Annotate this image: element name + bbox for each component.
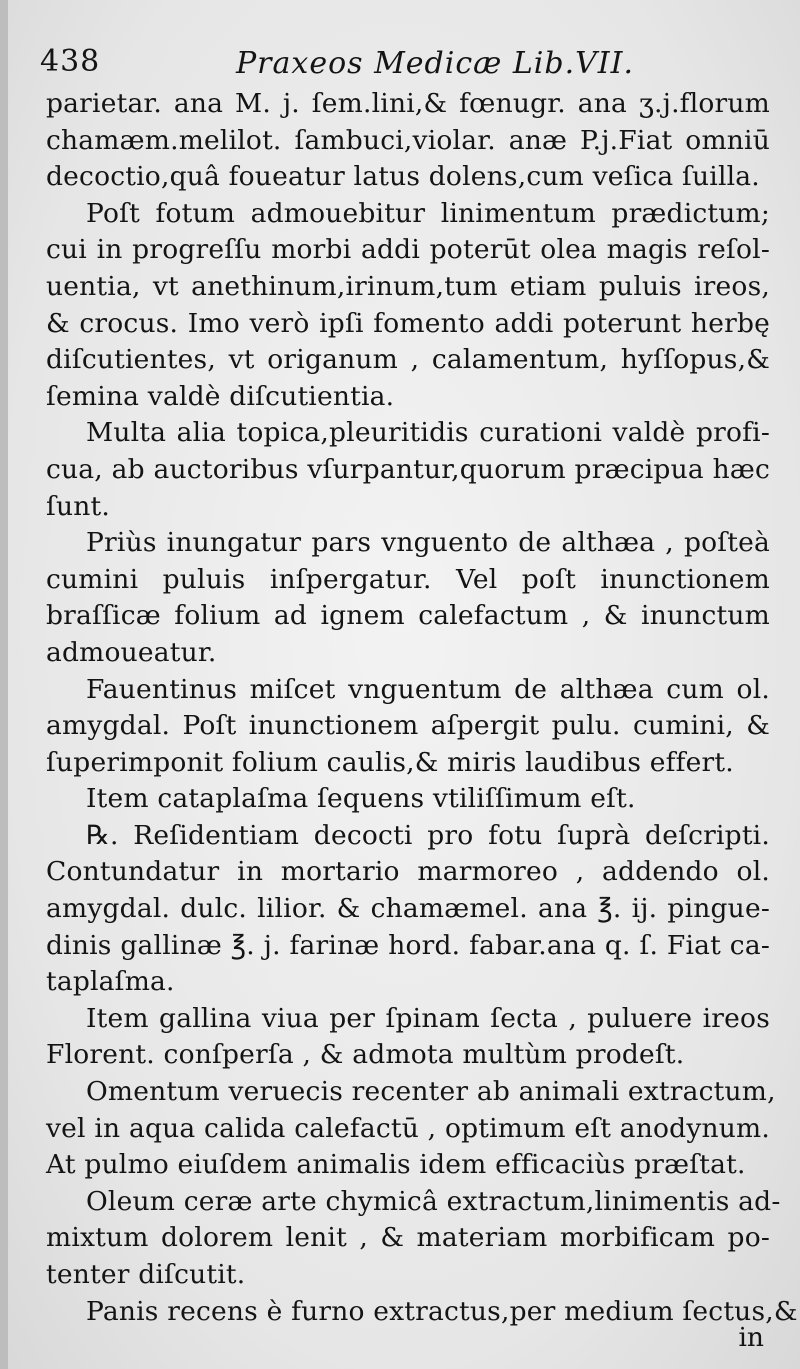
text-line: Oleum ceræ arte chymicâ extractum,linimentis ad- bbox=[86, 1185, 781, 1217]
text-line: Item cataplaſma ſequens vtiliſſimum eſt. bbox=[86, 783, 636, 815]
text-line: admoueatur. bbox=[46, 636, 217, 668]
catchword: in bbox=[738, 1322, 764, 1353]
running-title: Praxeos Medicæ Lib.VII. bbox=[236, 46, 635, 81]
text-line: chamæm.melilot. ſambuci,violar. anæ P.j.Fiat omniū bbox=[46, 124, 770, 156]
text-line: cua, ab auctoribus vſurpantur,quorum præcipua hæc bbox=[46, 453, 770, 485]
text-line: Multa alia topica,pleuritidis curationi valdè profi- bbox=[86, 417, 770, 449]
text-line: cui in progreſſu morbi addi poterūt olea magis reſol- bbox=[46, 234, 770, 266]
page-gutter-edge bbox=[0, 0, 8, 1369]
text-line: Panis recens è furno extractus,per medium ſectus,& bbox=[86, 1295, 798, 1327]
text-line: ſemina valdè diſcutientia. bbox=[46, 380, 395, 412]
text-body bbox=[46, 86, 798, 1330]
text-line: Item gallina viua per ſpinam ſecta , puluere ireos bbox=[86, 1002, 770, 1034]
page-number: 438 bbox=[40, 44, 101, 79]
text-line: parietar. ana M. j. ſem.lini,& fœnugr. ana ʒ.j.florum bbox=[46, 88, 770, 119]
text-line: amygdal. dulc. lilior. & chamæmel. ana ℥. ij. pingue- bbox=[46, 893, 770, 925]
text-line: amygdal. Poſt inunctionem aſpergit pulu. cumini, & bbox=[46, 710, 770, 742]
text-line: decoctio,quâ foueatur latus dolens,cum veſica ſuilla. bbox=[46, 161, 760, 193]
text-line: ſunt. bbox=[46, 490, 111, 522]
text-line: tenter diſcutit. bbox=[46, 1259, 246, 1290]
text-line: Fauentinus miſcet vnguentum de althæa cum ol. bbox=[86, 673, 770, 705]
text-line: ſuperimponit folium caulis,& miris laudibus effert. bbox=[46, 746, 734, 778]
text-line: vel in aqua calida calefactū , optimum eſt anodynum. bbox=[46, 1112, 770, 1144]
text-line: Florent. conſperſa , & admota multùm prodeſt. bbox=[46, 1039, 685, 1071]
page-header bbox=[40, 44, 780, 90]
text-line: diſcutientes, vt origanum , calamentum, hyſſopus,& bbox=[46, 344, 770, 376]
text-line: braſſicæ folium ad ignem calefactum , & inunctum bbox=[46, 600, 770, 632]
text-line: Omentum veruecis recenter ab animali extractum, bbox=[86, 1076, 776, 1108]
text-line: cumini puluis inſpergatur. Vel poſt inunctionem bbox=[46, 563, 770, 595]
text-line: At pulmo eiuſdem animalis idem efficaciùs præſtat. bbox=[46, 1149, 746, 1181]
text-line: dinis gallinæ ℥. j. farinæ hord. fabar.ana q. ſ. Fiat ca- bbox=[46, 929, 770, 961]
text-line: Contundatur in mortario marmoreo , addendo ol. bbox=[46, 856, 770, 888]
text-line: taplaſma. bbox=[46, 966, 175, 998]
text-line: Poſt fotum admouebitur linimentum prædictum; bbox=[86, 197, 770, 229]
text-line: mixtum dolorem lenit , & materiam morbificam po- bbox=[46, 1222, 770, 1254]
text-line: & crocus. Imo verò ipſi fomento addi poterunt herbę bbox=[46, 307, 770, 339]
text-line: uentia, vt anethinum,irinum,tum etiam puluis ireos, bbox=[46, 270, 770, 302]
text-line: Priùs inungatur pars vnguento de althæa , poſteà bbox=[86, 527, 770, 559]
text-line: ℞. Reſidentiam decocti pro fotu ſuprà deſcripti. bbox=[86, 819, 770, 851]
